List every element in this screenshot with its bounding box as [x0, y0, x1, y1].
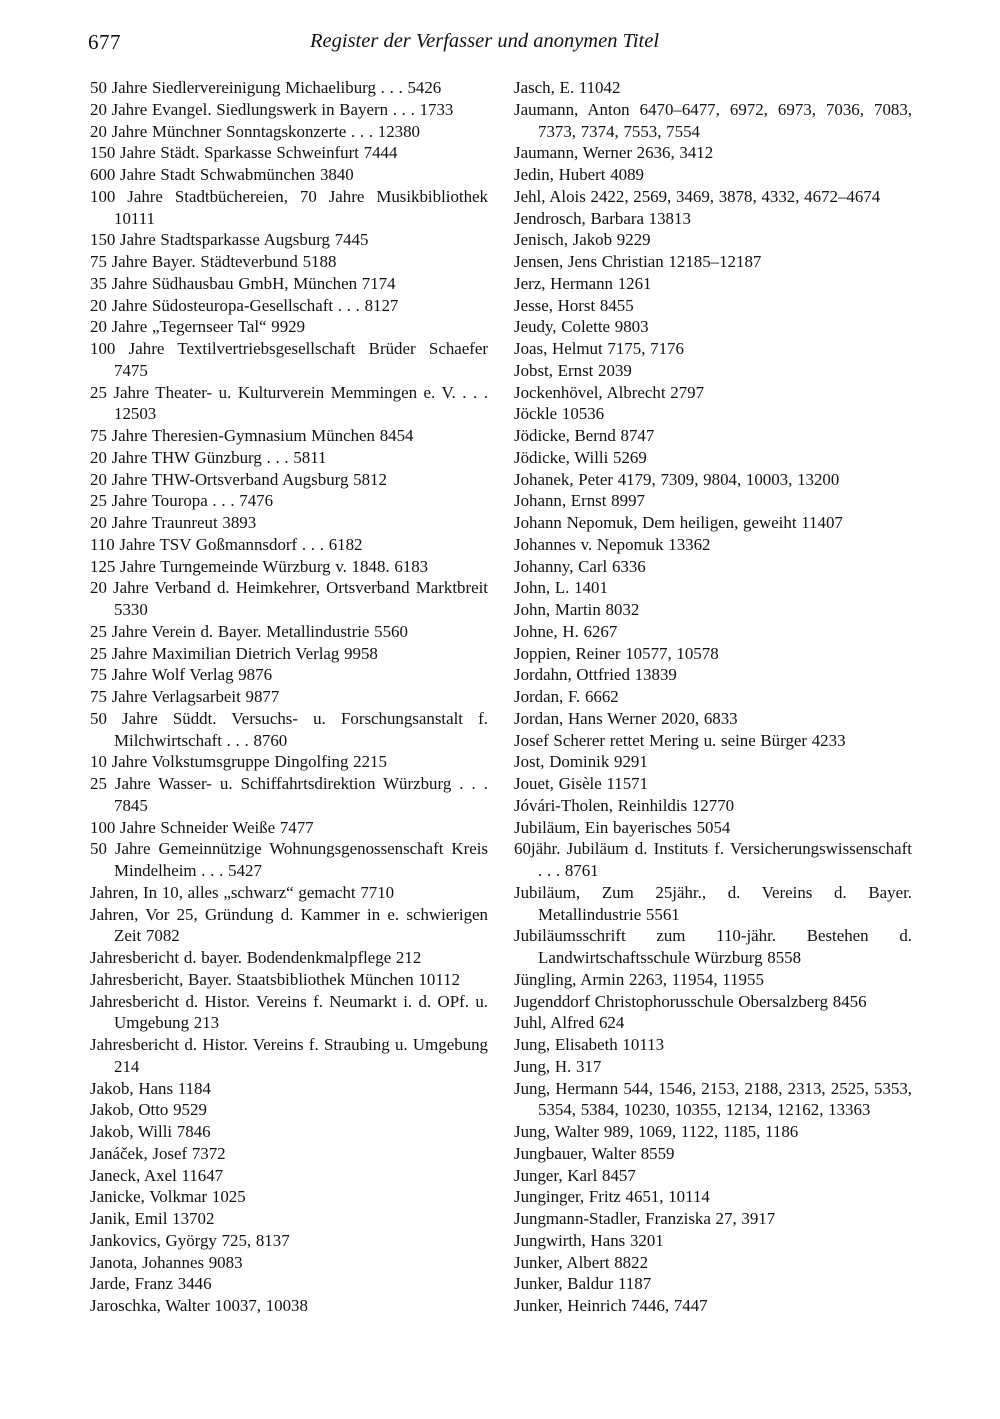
index-entry: Junker, Albert 8822 [514, 1252, 649, 1272]
index-entry: Jung, Walter 989, 1069, 1122, 1185, 1186 [514, 1122, 799, 1141]
index-entry: Jahresbericht, Bayer. Staatsbibliothek München 10112 [90, 969, 461, 989]
index-entry: Jung, H. 317 [514, 1056, 602, 1076]
index-entry: 20 Jahre THW Günzburg . . . 5811 [90, 447, 327, 467]
index-entry: Johne, H. 6267 [514, 621, 618, 641]
index-entry: Jordan, Hans Werner 2020, 6833 [514, 708, 738, 728]
index-entry: 75 Jahre Theresien-Gymnasium München 8454 [90, 426, 414, 445]
index-entry: Johann Nepomuk, Dem heiligen, geweiht 11407 [514, 513, 843, 532]
index-entry: Janáček, Josef 7372 [90, 1143, 226, 1163]
index-entry: Jubiläum, Zum 25jähr., d. Vereins d. Bayer. Metallindustrie 5561 [514, 882, 912, 924]
index-entry: Jaumann, Werner 2636, 3412 [514, 143, 714, 163]
index-entry: 35 Jahre Südhausbau GmbH, München 7174 [90, 273, 396, 293]
index-entry: Jehl, Alois 2422, 2569, 3469, 3878, 4332, 4672–4674 [514, 186, 881, 206]
index-entry: 110 Jahre TSV Goßmannsdorf . . . 6182 [90, 534, 363, 554]
index-entry: 50 Jahre Süddt. Versuchs- u. Forschungsanstalt f. Milchwirtschaft . . . 8760 [90, 708, 488, 750]
index-entry: Jungbauer, Walter 8559 [514, 1143, 675, 1163]
index-entry: Jesse, Horst 8455 [514, 295, 634, 315]
index-entry: Jung, Hermann 544, 1546, 2153, 2188, 2313, 2525, 5353, 5354, 5384, 10230, 10355, 12134, 12162, 13363 [514, 1078, 912, 1120]
index-entry: Jerz, Hermann 1261 [514, 273, 652, 293]
index-entry: 20 Jahre „Tegernseer Tal“ 9929 [90, 317, 306, 337]
index-entry: Jordan, F. 6662 [514, 687, 619, 706]
index-entry: Junker, Baldur 1187 [514, 1274, 652, 1294]
index-entry: 600 Jahre Stadt Schwabmünchen 3840 [90, 165, 354, 184]
index-entry: Jarde, Franz 3446 [90, 1274, 212, 1294]
index-entry: 20 Jahre Traunreut 3893 [90, 513, 257, 532]
index-entry: 100 Jahre Schneider Weiße 7477 [90, 817, 314, 837]
index-entry: 20 Jahre THW-Ortsverband Augsburg 5812 [90, 469, 387, 489]
index-entry: 125 Jahre Turngemeinde Würzburg v. 1848. 6183 [90, 556, 429, 576]
index-entry: Jeudy, Colette 9803 [514, 317, 649, 337]
index-entry: 100 Jahre Stadtbüchereien, 70 Jahre Musikbibliothek 10111 [90, 186, 488, 228]
index-entry: Jödicke, Willi 5269 [514, 447, 647, 467]
index-entry: 20 Jahre Münchner Sonntagskonzerte . . . 12380 [90, 121, 420, 141]
index-entry: 25 Jahre Theater- u. Kulturverein Memmingen e. V. . . . 12503 [90, 382, 488, 424]
index-entry: 60jähr. Jubiläum d. Instituts f. Versicherungswissenschaft . . . 8761 [514, 839, 912, 880]
index-entry: Joppien, Reiner 10577, 10578 [514, 643, 719, 663]
index-entry: Jugenddorf Christophorusschule Obersalzberg 8456 [514, 991, 867, 1011]
index-entry: 75 Jahre Bayer. Städteverbund 5188 [90, 252, 337, 271]
index-entry: Jung, Elisabeth 10113 [514, 1035, 665, 1054]
index-entry: Jahresbericht d. bayer. Bodendenkmalpflege 212 [90, 948, 422, 967]
index-entry: 50 Jahre Siedlervereinigung Michaeliburg . . . 5426 [90, 78, 442, 97]
index-entry: Johannes v. Nepomuk 13362 [514, 534, 711, 554]
index-entry: Jost, Dominik 9291 [514, 752, 648, 772]
running-title: Register der Verfasser und anonymen Titel [310, 30, 660, 52]
index-entry: Johann, Ernst 8997 [514, 491, 645, 511]
index-entry: Jaumann, Anton 6470–6477, 6972, 6973, 7036, 7083, 7373, 7374, 7553, 7554 [514, 99, 912, 141]
index-entry: Jasch, E. 11042 [514, 78, 621, 97]
index-entry: Jensen, Jens Christian 12185–12187 [514, 252, 762, 271]
index-entry: John, Martin 8032 [514, 600, 640, 619]
index-entry: Jungmann-Stadler, Franziska 27, 3917 [514, 1209, 776, 1228]
index-entry: Janeck, Axel 11647 [90, 1165, 224, 1185]
index-entry: 25 Jahre Verein d. Bayer. Metallindustrie 5560 [90, 621, 408, 641]
index-entry: Jakob, Willi 7846 [90, 1122, 211, 1141]
index-entry: Jahresbericht d. Histor. Vereins f. Straubing u. Umgebung 214 [90, 1035, 488, 1076]
index-entry: 150 Jahre Stadtsparkasse Augsburg 7445 [90, 230, 369, 250]
index-entry: Junker, Heinrich 7446, 7447 [514, 1296, 708, 1315]
index-entry: Jahren, In 10, alles „schwarz“ gemacht 7710 [90, 882, 395, 902]
index-entry: Jubiläumsschrift zum 110-jähr. Bestehen d. Landwirtschaftsschule Würzburg 8558 [514, 926, 912, 967]
index-entry: Junger, Karl 8457 [514, 1165, 636, 1185]
index-entry: 10 Jahre Volkstumsgruppe Dingolfing 2215 [90, 752, 387, 772]
index-entry: 20 Jahre Verband d. Heimkehrer, Ortsverband Marktbreit 5330 [90, 578, 488, 619]
index-entry: Jobst, Ernst 2039 [514, 360, 632, 380]
index-entry: Jouet, Gisèle 11571 [514, 774, 649, 793]
index-entry: Jubiläum, Ein bayerisches 5054 [514, 817, 731, 837]
index-entry: Jahresbericht d. Histor. Vereins f. Neumarkt i. d. OPf. u. Umgebung 213 [90, 991, 488, 1033]
index-entry: Jüngling, Armin 2263, 11954, 11955 [514, 969, 764, 989]
index-column-right [514, 77, 912, 1317]
index-entry: Jockenhövel, Albrecht 2797 [514, 382, 705, 402]
index-entry: 25 Jahre Touropa . . . 7476 [90, 491, 274, 511]
index-entry: Josef Scherer rettet Mering u. seine Bürger 4233 [514, 730, 846, 750]
index-entry: Jenisch, Jakob 9229 [514, 230, 651, 250]
index-entry: 75 Jahre Wolf Verlag 9876 [90, 665, 273, 685]
index-entry: 25 Jahre Maximilian Dietrich Verlag 9958 [90, 643, 378, 663]
index-entry: Jendrosch, Barbara 13813 [514, 208, 691, 228]
index-entry: Johanny, Carl 6336 [514, 556, 646, 576]
index-entry: 100 Jahre Textilvertriebsgesellschaft Brüder Schaefer 7475 [90, 339, 488, 380]
index-entry: Joas, Helmut 7175, 7176 [514, 339, 684, 358]
index-entry: Jedin, Hubert 4089 [514, 165, 645, 184]
index-entry: Jödicke, Bernd 8747 [514, 426, 655, 445]
index-entry: Juhl, Alfred 624 [514, 1013, 625, 1033]
index-entry: Jakob, Hans 1184 [90, 1078, 211, 1098]
index-entry: Jankovics, György 725, 8137 [90, 1230, 290, 1250]
index-entry: 20 Jahre Südosteuropa-Gesellschaft . . . 8127 [90, 295, 399, 315]
index-entry: Jungwirth, Hans 3201 [514, 1230, 664, 1250]
index-entry: Jóvári-Tholen, Reinhildis 12770 [514, 795, 735, 815]
index-entry: Janicke, Volkmar 1025 [90, 1187, 246, 1207]
page-number: 677 [88, 30, 121, 54]
index-entry: 50 Jahre Gemeinnützige Wohnungsgenossenschaft Kreis Mindelheim . . . 5427 [90, 839, 488, 880]
index-entry: Jakob, Otto 9529 [90, 1100, 207, 1120]
index-entry: John, L. 1401 [514, 578, 608, 598]
index-entry: Junginger, Fritz 4651, 10114 [514, 1187, 710, 1207]
index-entry: Jordahn, Ottfried 13839 [514, 665, 677, 685]
index-entry: Jaroschka, Walter 10037, 10038 [90, 1296, 308, 1315]
index-entry: Johanek, Peter 4179, 7309, 9804, 10003, 13200 [514, 469, 840, 489]
index-entry: 25 Jahre Wasser- u. Schiffahrtsdirektion Würzburg . . . 7845 [90, 774, 488, 815]
index-entry: Jahren, Vor 25, Gründung d. Kammer in e. schwierigen Zeit 7082 [90, 904, 488, 946]
index-entry: 75 Jahre Verlagsarbeit 9877 [90, 687, 280, 706]
index-entry: 20 Jahre Evangel. Siedlungswerk in Bayern . . . 1733 [90, 99, 454, 119]
index-entry: 150 Jahre Städt. Sparkasse Schweinfurt 7444 [90, 143, 398, 163]
index-entry: Janik, Emil 13702 [90, 1209, 215, 1228]
index-entry: Janota, Johannes 9083 [90, 1252, 243, 1272]
index-column-left [90, 77, 488, 1317]
index-entry: Jöckle 10536 [514, 404, 605, 424]
